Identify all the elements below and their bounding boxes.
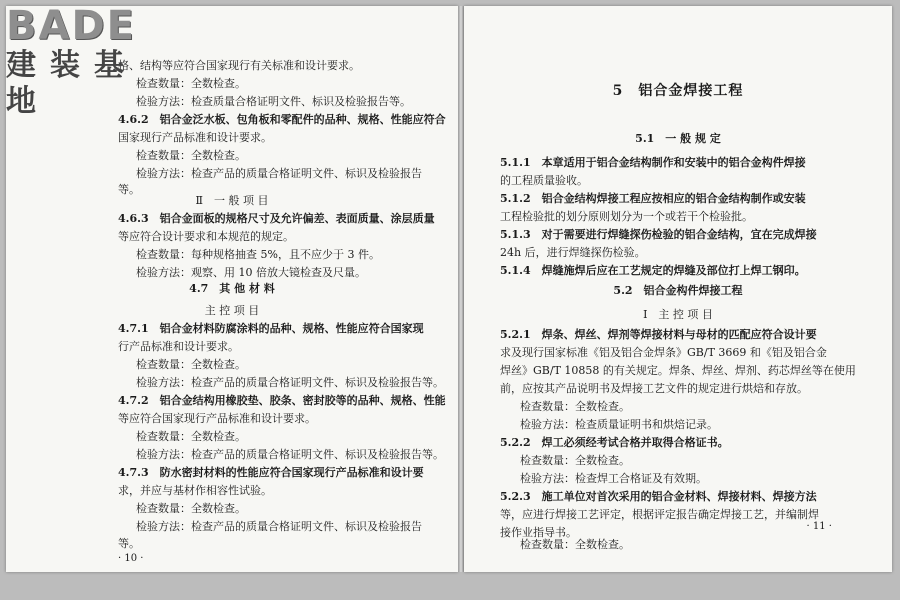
text-line: 检查数量：每种规格抽查 5%，且不应少于 3 件。 [136,248,380,261]
clause-line: 5.2.1 焊条、焊丝、焊剂等焊接材料与母材的匹配应符合设计要 [500,328,817,341]
right-page [464,6,892,572]
clause-line: 4.6.3 铝合金面板的规格尺寸及允许偏差、表面质量、涂层质量 [118,212,435,225]
text-line: 等应符合设计要求和本规范的规定。 [118,230,294,243]
text-line: 检验方法：检查产品的质量合格证明文件、标识及检验报告 [136,167,422,180]
text-line: 检查数量：全数检查。 [520,538,630,551]
clause-line: 4.7.2 铝合金结构用橡胶垫、胶条、密封胶等的品种、规格、性能 [118,394,446,407]
subsection-heading: 主 控 项 目 [204,304,260,317]
text-line: 检查数量：全数检查。 [136,430,246,443]
text-line: 24h 后，进行焊缝探伤检验。 [500,246,646,259]
page-number: · 11 · [806,521,832,532]
text-line: 检验方法：检查产品的质量合格证明文件、标识及检验报告等。 [136,376,444,389]
text-line: 等。 [118,183,140,196]
subsection-heading: Ⅰ 主 控 项 目 [643,308,713,321]
clause-line: 4.6.2 铝合金泛水板、包角板和零配件的品种、规格、性能应符合 [118,113,446,126]
text-line: 前，应按其产品说明书及焊接工艺文件的规定进行烘焙和存放。 [500,382,808,395]
clause-line: 5.1.1 本章适用于铝合金结构制作和安装中的铝合金构件焊接 [500,156,806,169]
clause-line: 5.1.3 对于需要进行焊缝探伤检验的铝合金结构，宜在完成焊接 [500,228,817,241]
clause-line: 5.1.2 铝合金结构焊接工程应按相应的铝合金结构制作或安装 [500,192,806,205]
text-line: 检验方法：检查质量合格证明文件、标识及检验报告等。 [136,95,411,108]
text-line: 检查数量：全数检查。 [136,502,246,515]
page-number: · 10 · [118,553,144,564]
text-line: 国家现行产品标准和设计要求。 [118,131,272,144]
chapter-title: 5 铝合金焊接工程 [612,83,744,99]
text-line: 等应符合国家现行产品标准和设计要求。 [118,412,316,425]
clause-line: 4.7.1 铝合金材料防腐涂料的品种、规格、性能应符合国家现 [118,322,424,335]
logo-wordmark: BADE [6,3,136,49]
text-line: 等，应进行焊接工艺评定，根据评定报告确定焊接工艺，并编制焊 [500,508,819,521]
text-line: 格、结构等应符合国家现行有关标准和设计要求。 [118,59,360,72]
text-line: 检验方法：检查产品的质量合格证明文件、标识及检验报告等。 [136,448,444,461]
section-heading: 4.7 其 他 材 料 [189,282,275,295]
text-line: 检验方法：检查焊工合格证及有效期。 [520,472,707,485]
subsection-heading: Ⅱ 一 般 项 目 [195,194,269,207]
text-line: 检查数量：全数检查。 [520,400,630,413]
section-heading: 5.1 一 般 规 定 [635,132,721,145]
text-line: 的工程质量验收。 [500,174,588,187]
text-line: 检查数量：全数检查。 [520,454,630,467]
clause-line: 5.2.3 施工单位对首次采用的铝合金材料、焊接材料、焊接方法 [500,490,817,503]
clause-line: 5.2.2 焊工必须经考试合格并取得合格证书。 [500,436,729,449]
logo-subtitle: 建装基地 [6,48,138,119]
section-heading: 5.2 铝合金构件焊接工程 [613,284,743,297]
text-line: 焊丝》GB/T 10858 的有关规定。焊条、焊丝、焊剂、药芯焊丝等在使用 [500,364,856,377]
text-line: 检查数量：全数检查。 [136,149,246,162]
text-line: 检查数量：全数检查。 [136,358,246,371]
text-line: 工程检验批的划分原则划分为一个或若干个检验批。 [500,210,753,223]
text-line: 行产品标准和设计要求。 [118,340,239,353]
clause-line: 5.1.4 焊缝施焊后应在工艺规定的焊缝及部位打上焊工钢印。 [500,264,806,277]
clause-line: 4.7.3 防水密封材料的性能应符合国家现行产品标准和设计要 [118,466,424,479]
text-line: 等。 [118,537,140,550]
text-line: 检验方法：检查产品的质量合格证明文件、标识及检验报告 [136,520,422,533]
text-line: 检验方法：检查质量证明书和烘焙记录。 [520,418,718,431]
text-line: 检验方法：观察、用 10 倍放大镜检查及尺量。 [136,266,366,279]
text-line: 求，并应与基材作相容性试验。 [118,484,272,497]
site-logo [6,3,176,119]
text-line: 检查数量：全数检查。 [136,77,246,90]
text-line: 接作业指导书。 [500,526,577,539]
text-line: 求及现行国家标准《铝及铝合金焊条》GB/T 3669 和《铝及铝合金 [500,346,827,359]
